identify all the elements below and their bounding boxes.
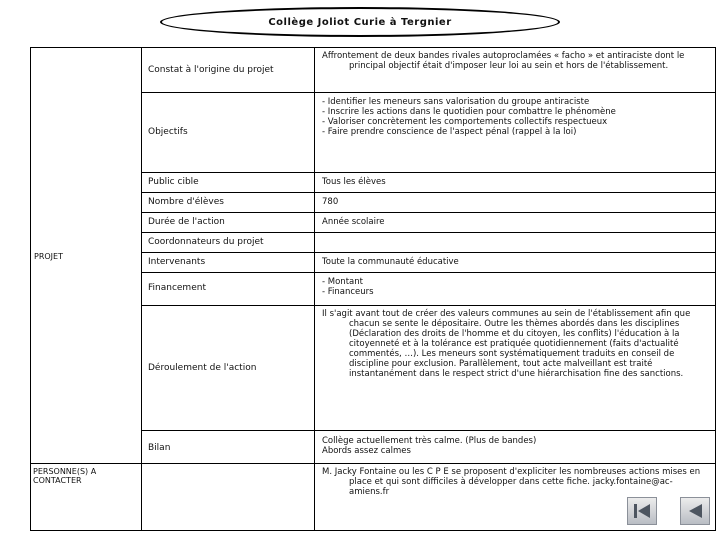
objectif-item: - Faire prendre conscience de l'aspect pénal (rappel à la loi)	[322, 127, 577, 137]
financement-item: - Montant	[322, 277, 363, 287]
row-rule	[141, 92, 716, 93]
row-rule	[141, 212, 716, 213]
public-value: Tous les élèves	[322, 177, 386, 187]
deroulement-text: Il s'agit avant tout de créer des valeurs communes au sein de l'établissement afin que chacun se sente le dépositaire. Outre les thèmes abordés dans les disciplines (Déclaration des droits de l'homme et du citoyen, les conflits) l'éducation à la citoyenneté et à la tolérance est pratiquée quotidiennement (faits d'actualité commentés, …). Les meneurs sont systématiquement traduits en conseil de discipline pour exclusion. Parallèlement, tout acte malveillant est traité instantanément dans le respect strict d'une hiérarchisation fine des sanctions.	[322, 309, 691, 379]
constat-value	[322, 51, 712, 71]
row-rule	[141, 430, 716, 431]
bilan-line: Abords assez calmes	[322, 446, 411, 456]
public-label: Public cible	[148, 177, 199, 187]
constat-line: Affrontement de deux bandes rivales autoproclamées « facho » et antiraciste dont le principal objectif était d'imposer leur loi au sein et hors de l'établissement.	[322, 51, 685, 71]
col-divider-2	[314, 47, 315, 531]
objectif-item: - Inscrire les actions dans le quotidien pour combattre le phénomène	[322, 107, 616, 117]
financement-item: - Financeurs	[322, 287, 374, 297]
objectif-item: - Identifier les meneurs sans valorisation du groupe antiraciste	[322, 97, 590, 107]
coordonnateurs-label: Coordonnateurs du projet	[148, 237, 264, 247]
row-rule	[141, 232, 716, 233]
nombre-label: Nombre d'élèves	[148, 197, 224, 207]
row-rule	[141, 172, 716, 173]
previous-slide-button[interactable]	[680, 497, 710, 525]
deroulement-label: Déroulement de l'action	[148, 363, 257, 373]
deroulement-value	[322, 309, 712, 379]
duree-value: Année scolaire	[322, 217, 385, 227]
bilan-value	[322, 436, 712, 456]
row-rule	[141, 192, 716, 193]
contact-text: M. Jacky Fontaine ou les C P E se proposent d'expliciter les nombreuses actions mises en place et qui sont difficiles à développer dans cette fiche. jacky.fontaine@ac-amiens.fr	[322, 467, 701, 497]
contact-value	[322, 467, 712, 497]
intervenants-label: Intervenants	[148, 257, 206, 267]
row-rule	[141, 252, 716, 253]
page-title	[160, 7, 560, 37]
col-divider-1	[141, 47, 142, 531]
constat-label: Constat à l'origine du projet	[148, 65, 274, 75]
duree-label: Durée de l'action	[148, 217, 225, 227]
objectifs-value	[322, 97, 712, 137]
objectif-item: - Valoriser concrètement les comportements collectifs respectueux	[322, 117, 608, 127]
intervenants-value: Toute la communauté éducative	[322, 257, 459, 267]
section-contact: PERSONNE(S) A CONTACTER	[33, 467, 97, 485]
first-slide-button[interactable]	[627, 497, 657, 525]
row-rule	[141, 272, 716, 273]
previous-icon	[684, 501, 706, 521]
title-text: Collège Joliot Curie à Tergnier	[268, 16, 452, 28]
bilan-label: Bilan	[148, 443, 171, 453]
skip-back-icon	[631, 501, 653, 521]
financement-label: Financement	[148, 283, 206, 293]
objectifs-label: Objectifs	[148, 127, 188, 137]
section-projet: PROJET	[34, 252, 63, 261]
row-rule	[141, 305, 716, 306]
bilan-line: Collège actuellement très calme. (Plus de bandes)	[322, 436, 537, 446]
nombre-value: 780	[322, 197, 339, 207]
financement-value	[322, 277, 712, 297]
